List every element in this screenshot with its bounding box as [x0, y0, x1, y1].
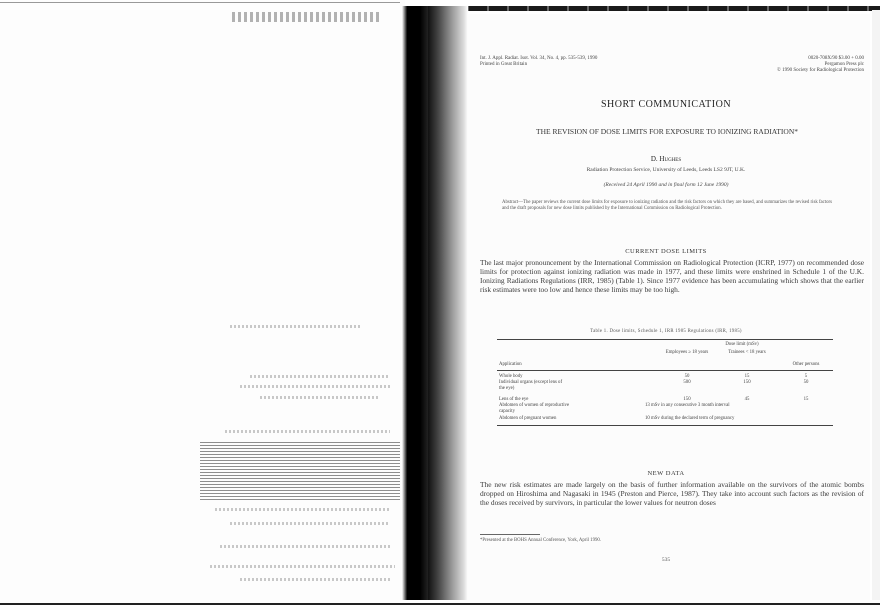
page-right-edge [872, 10, 880, 602]
footnote: *Presented at the BOHS Annual Conference, York, April 1990. [480, 538, 601, 543]
cell-value: 15 [803, 397, 809, 402]
cell-value: 45 [744, 397, 750, 402]
cell-value-wide: 13 mSv in any consecutive 3 month interval [645, 403, 730, 408]
issn-price: 0020-708X/90 $3.00 + 0.00 [808, 56, 864, 61]
header-left [480, 56, 650, 68]
table-top-rule [497, 339, 833, 340]
ghost-text-line [250, 375, 390, 378]
heading-current-dose-limits: CURRENT DOSE LIMITS [625, 248, 707, 255]
printed-in: Printed in Great Britain [480, 62, 528, 67]
gutter-shadow [428, 6, 468, 615]
page-top-rule [0, 2, 400, 3]
page-number: 535 [661, 557, 671, 563]
table-group-header: Dose limit (mSv) [725, 342, 759, 347]
cell-value: 5 [804, 374, 808, 379]
abstract: Abstract—The paper reviews the current dose limits for exposure to ionizing radiation and the risk factors on which they are based, and summarizes the revised risk factors and the draft proposals for new dose limits published by the International Commission on Radiological Protection. [502, 200, 832, 212]
col-header-trainees: Trainees < 18 years [728, 350, 766, 355]
header-right [724, 56, 864, 74]
journal-page [462, 14, 870, 600]
ghost-text-line [240, 578, 390, 581]
page-bottom-edge [0, 603, 880, 605]
cell-value: 15 [744, 374, 750, 379]
article-title: THE REVISION OF DOSE LIMITS FOR EXPOSURE TO IONIZING RADIATION* [535, 127, 798, 136]
body-paragraph-current: The last major pronouncement by the International Commission on Radiological Protection (ICRP, 1977) on recommended dose limits for protection against ionizing radiation was made in 1977, and these limits were enshrined in Schedule 1 of the U.K. Ionizing Radiations Regulations (IRR, 1985) (Table 1). Since 1977 evidence has been accumulating which shows that the earlier risk estimates were too low and hence these limits may be too high. [480, 258, 864, 295]
row-label: Individual organs (except lens of the eye) [499, 380, 563, 391]
table-caption: Table 1. Dose limits, Schedule 1, IRR 1985 Regulations (IRR, 1985) [590, 329, 742, 334]
ghost-text-line [230, 325, 360, 328]
ghost-text-line [215, 508, 390, 511]
ghost-text-line [220, 545, 390, 548]
col-header-application: Application [499, 362, 522, 367]
heading-new-data: NEW DATA [647, 470, 685, 477]
row-label: Abdomen of pregnant women [499, 416, 557, 421]
scan-smudge [232, 12, 382, 22]
ghost-text-line [230, 522, 390, 525]
copyright: © 1990 Society for Radiological Protection [777, 68, 864, 73]
cell-value: 150 [683, 397, 691, 402]
footnote-rule [480, 534, 540, 535]
ghost-text-line [260, 396, 380, 399]
ghost-text-line [225, 430, 390, 433]
body-paragraph-new-data: The new risk estimates are made largely on the basis of further information available on the survivors of the atomic bombs dropped on Hiroshima and Nagasaki in 1945 (Preston and Pierce, 1987). They take into account such factors as the revision of the doses received by survivors, in particular the lower values for neutron doses [480, 480, 864, 508]
row-label: Lens of the eye [499, 397, 529, 402]
table-bottom-rule [497, 425, 833, 426]
book-gutter [402, 6, 428, 615]
publisher: Pergamon Press plc [824, 62, 864, 67]
cell-value: 150 [743, 380, 751, 385]
table-header-rule [497, 370, 833, 371]
cell-value: 50 [684, 374, 690, 379]
journal-citation: Int. J. Appl. Radiat. Isot. Vol. 34, No. 4, pp. 535-539, 1990 [480, 56, 598, 61]
ghost-text-line [210, 565, 395, 568]
row-label: Abdomen of women of reproductive capacity [499, 403, 570, 414]
section-label: SHORT COMMUNICATION [600, 99, 732, 110]
author-affiliation: Radiation Protection Service, University of Leeds, Leeds LS2 9JT, U.K. [586, 167, 746, 173]
cell-value: 500 [683, 380, 691, 385]
cell-value: 50 [803, 380, 809, 385]
page-top-edge [440, 6, 880, 11]
col-header-employees: Employees ≥ 18 years [665, 350, 709, 355]
left-facing-page [0, 0, 405, 615]
row-label: Whole body [499, 374, 523, 379]
col-header-other: Other persons [792, 362, 820, 367]
cell-value-wide: 10 mSv during the declared term of pregnancy [645, 416, 735, 421]
author-name: D. Hughes [650, 155, 682, 163]
ghost-text-line [240, 385, 390, 388]
received-dates: (Received 24 April 1990 and in final form 12 June 1990) [603, 182, 729, 188]
scan-noise-block [200, 440, 400, 500]
